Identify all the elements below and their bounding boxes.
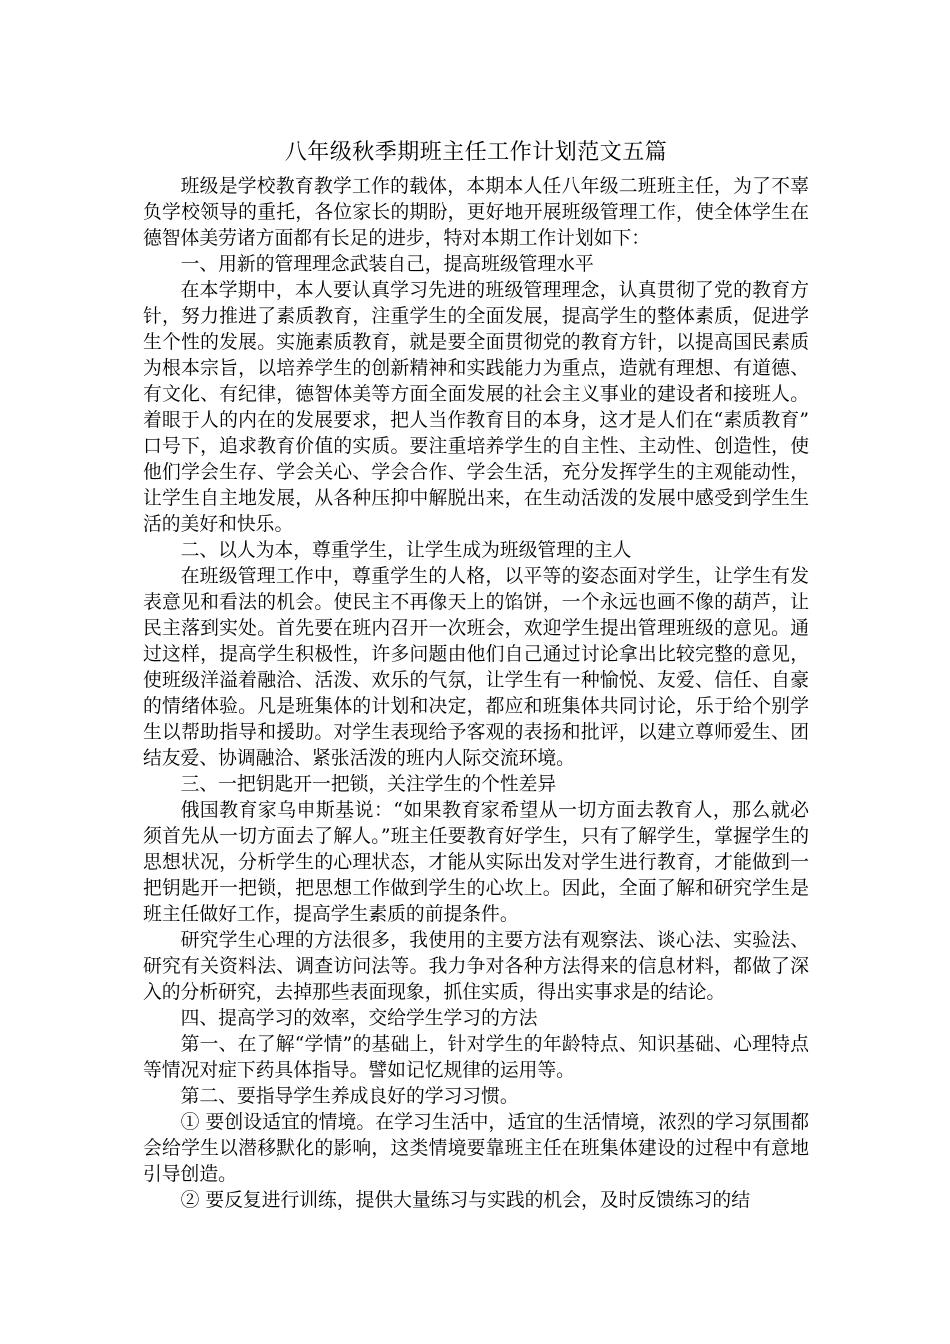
body-paragraph: 在本学期中，本人要认真学习先进的班级管理理念，认真贯彻了党的教育方针，努力推进了素质教育，注重学生的全面发展，提高学生的整体素质，促进学生个性的发展。实施素质教育，就是要全面贯彻党的教育方针，以提高国民素质为根本宗旨，以培养学生的创新精神和实践能力为重点，造就有理想、有道德、有文化、有纪律，德智体美等方面全面发展的社会主义事业的建设者和接班人。着眼于人的内在的发展要求，把人当作教育目的本身，这才是人们在“素质教育”口号下，追求教育价值的实质。要注重培养学生的自主性、主动性、创造性，使他们学会生存、学会关心、学会合作、学会生活，充分发挥学生的主观能动性，让学生自主地发展，从各种压抑中解脱出来，在生动活泼的发展中感受到学生生活的美好和快乐。 — [143, 280, 809, 535]
body-paragraph: 在班级管理工作中，尊重学生的人格，以平等的姿态面对学生，让学生有发表意见和看法的机会。使民主不再像天上的馅饼，一个永远也画不像的葫芦，让民主落到实处。首先要在班内召开一次班会，欢迎学生提出管理班级的意见。通过这样，提高学生积极性，许多问题由他们自己通过讨论拿出比较完整的意见，使班级洋溢着融洽、活泼、欢乐的气氛，让学生有一种愉悦、友爱、信任、自豪的情绪体验。凡是班集体的计划和决定，都应和班集体共同讨论，乐于给个别学生以帮助指导和援助。对学生表现给予客观的表扬和批评，以建立尊师爱生、团结友爱、协调融洽、紧张活泼的班内人际交流环境。 — [143, 566, 809, 769]
document-body — [143, 140, 809, 1214]
intro-paragraph: 班级是学校教育教学工作的载体，本期本人任八年级二班班主任，为了不辜负学校领导的重托，各位家长的期盼，更好地开展班级管理工作，使全体学生在德智体美劳诸方面都有长足的进步，特对本期工作计划如下： — [143, 176, 809, 249]
section-heading-3: 三、一把钥匙开一把锁，关注学生的个性差异 — [180, 774, 557, 795]
body-paragraph: 第二、要指导学生养成良好的学习习惯。 — [180, 1086, 519, 1107]
list-item-2: ② 要反复进行训练，提供大量练习与实践的机会，及时反馈练习的结 — [180, 1190, 750, 1211]
section-heading-2: 二、以人为本，尊重学生，让学生成为班级管理的主人 — [180, 540, 632, 561]
body-paragraph: 俄国教育家乌申斯基说：“如果教育家希望从一切方面去教育人，那么就必须首先从一切方面去了解人。”班主任要教育好学生，只有了解学生，掌握学生的思想状况，分析学生的心理状态，才能从实际出发对学生进行教育，才能做到一把钥匙开一把锁，把思想工作做到学生的心坎上。因此，全面了解和研究学生是班主任做好工作，提高学生素质的前提条件。 — [143, 800, 809, 925]
section-heading-4: 四、提高学习的效率，交给学生学习的方法 — [180, 1008, 538, 1029]
document-title: 八年级秋季期班主任工作计划范文五篇 — [284, 140, 668, 165]
body-paragraph: 研究学生心理的方法很多，我使用的主要方法有观察法、谈心法、实验法、研究有关资料法、调查访问法等。我力争对各种方法得来的信息材料，都做了深入的分析研究，去掉那些表面现象，抓住实质，得出实事求是的结论。 — [143, 930, 809, 1003]
list-item-1: ① 要创设适宜的情境。在学习生活中，适宜的生活情境，浓烈的学习氛围都会给学生以潜移默化的影响，这类情境要靠班主任在班集体建设的过程中有意地引导创造。 — [143, 1112, 809, 1185]
body-paragraph: 第一、在了解“学情”的基础上，针对学生的年龄特点、知识基础、心理特点等情况对症下药具体指导。譬如记忆规律的运用等。 — [143, 1034, 809, 1081]
section-heading-1: 一、用新的管理理念武装自己，提高班级管理水平 — [180, 254, 594, 275]
